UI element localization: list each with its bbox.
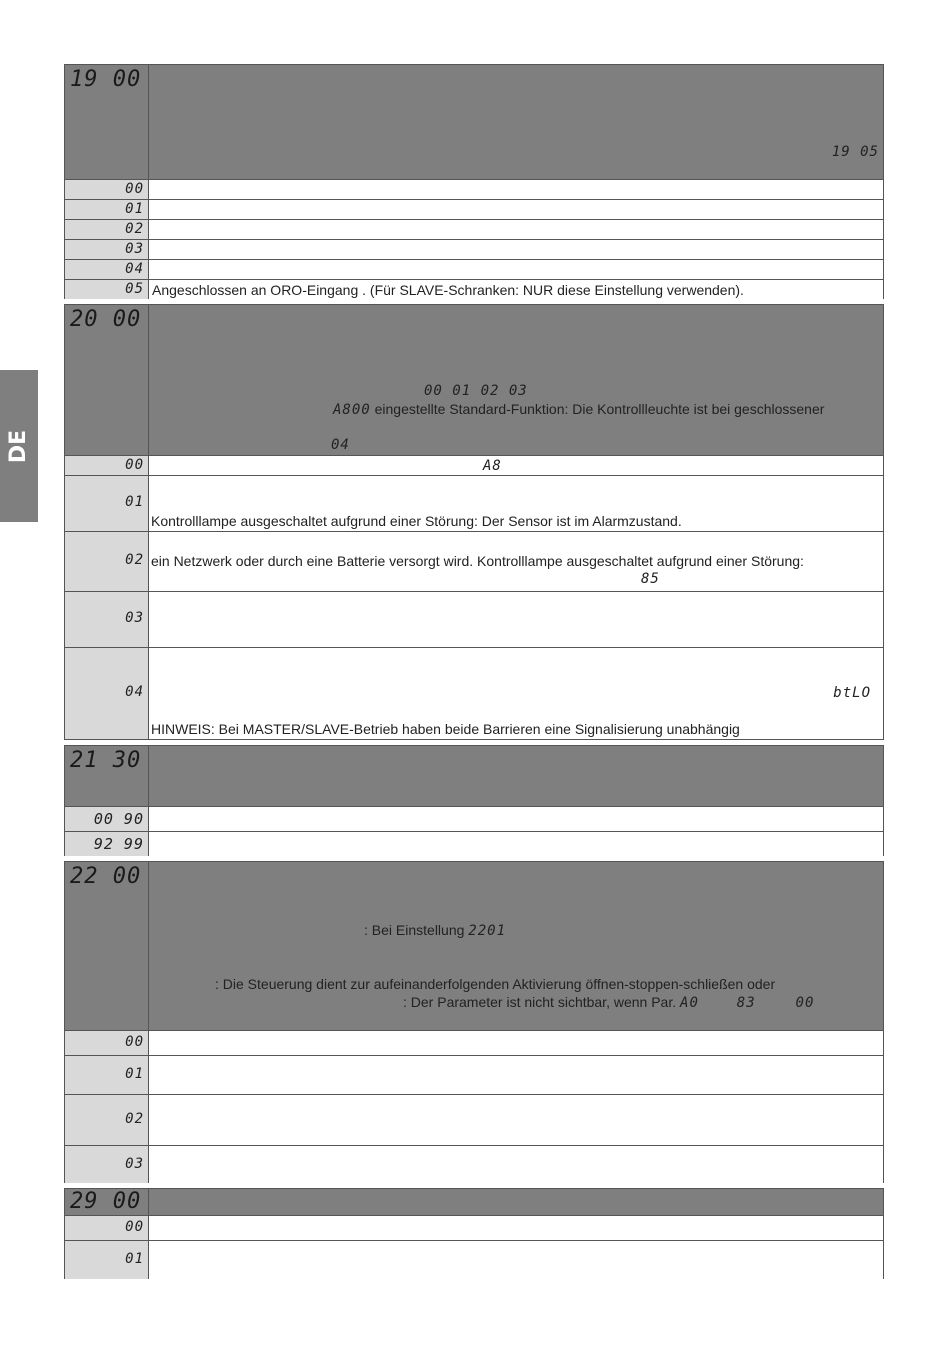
param-header-description bbox=[149, 305, 883, 455]
option-inline-code: 85 bbox=[641, 571, 660, 587]
param-header-code-cell bbox=[65, 305, 149, 455]
option-code-cell bbox=[65, 219, 149, 239]
param-header-code-cell bbox=[65, 746, 149, 806]
option-text: ein Netzwerk oder durch eine Batterie versorgt wird. Kontrolllampe ausgeschaltet aufgrund einer Störung: bbox=[151, 553, 804, 569]
param-header-description bbox=[149, 1189, 883, 1215]
option-code-cell bbox=[65, 279, 149, 299]
option-text: HINWEIS: Bei MASTER/SLAVE-Betrieb haben beide Barrieren eine Signalisierung unabhängig bbox=[151, 721, 740, 737]
option-description bbox=[149, 1030, 883, 1055]
option-description bbox=[149, 239, 883, 259]
option-code-cell bbox=[65, 831, 149, 856]
option-code: 01 bbox=[125, 1251, 144, 1267]
option-text: Kontrolllampe ausgeschaltet aufgrund einer Störung: Der Sensor ist im Alarmzustand. bbox=[151, 513, 682, 529]
option-code: 05 bbox=[125, 281, 144, 297]
option-description bbox=[149, 455, 883, 475]
param-block-19 bbox=[64, 64, 884, 299]
option-code-cell bbox=[65, 1094, 149, 1145]
option-code: 04 bbox=[125, 261, 144, 277]
option-code: 01 bbox=[125, 494, 144, 510]
option-code: 00 bbox=[125, 181, 144, 197]
option-code-cell bbox=[65, 455, 149, 475]
param-block-29 bbox=[64, 1188, 884, 1279]
option-code-cell bbox=[65, 647, 149, 739]
param-setting-text: : Bei Einstellung bbox=[364, 922, 465, 938]
option-code: 02 bbox=[125, 1111, 144, 1127]
option-code: 03 bbox=[125, 1156, 144, 1172]
param-default-code: A800 bbox=[333, 402, 371, 418]
param-code: 29 00 bbox=[70, 1189, 142, 1214]
param-header-description bbox=[149, 746, 883, 806]
option-text: Angeschlossen an ORO-Eingang . (Für SLAVE-Schranken: NUR diese Einstellung verwenden). bbox=[152, 282, 744, 298]
param-header-code-cell bbox=[65, 65, 149, 179]
param-default-line bbox=[333, 400, 824, 419]
option-description bbox=[149, 806, 883, 831]
option-description bbox=[149, 1145, 883, 1183]
param-visibility-line bbox=[403, 993, 814, 1012]
param-code: 22 00 bbox=[70, 864, 142, 889]
option-code-cell bbox=[65, 1215, 149, 1240]
param-setting-code: 2201 bbox=[468, 923, 507, 939]
option-code-cell bbox=[65, 475, 149, 531]
option-description bbox=[149, 279, 883, 299]
param-codes-line: 00 01 02 03 bbox=[424, 383, 528, 399]
option-right-code: btLO bbox=[833, 685, 871, 701]
param-header-description bbox=[149, 65, 883, 179]
option-code-cell bbox=[65, 199, 149, 219]
option-code-cell bbox=[65, 1240, 149, 1279]
language-tab-de bbox=[0, 370, 38, 522]
option-code: 02 bbox=[125, 221, 144, 237]
param-code: 21 30 bbox=[70, 748, 142, 773]
option-code: 03 bbox=[125, 241, 144, 257]
param-visibility-text: : Der Parameter ist nicht sichtbar, wenn Par. bbox=[403, 994, 677, 1010]
option-code: 03 bbox=[125, 610, 144, 626]
param-header-code-cell bbox=[65, 862, 149, 1030]
option-description bbox=[149, 831, 883, 856]
option-description bbox=[149, 531, 883, 591]
param-visibility-code: A0 bbox=[680, 995, 699, 1011]
param-code: 20 00 bbox=[70, 307, 142, 332]
option-inline-code: A8 bbox=[483, 458, 502, 474]
option-code: 02 bbox=[125, 552, 144, 568]
option-description bbox=[149, 1240, 883, 1279]
option-code: 01 bbox=[125, 201, 144, 217]
option-code-cell bbox=[65, 1145, 149, 1183]
option-description bbox=[149, 179, 883, 199]
option-code: 00 bbox=[125, 457, 144, 473]
option-code-cell bbox=[65, 1055, 149, 1094]
param-code-04: 04 bbox=[331, 437, 350, 453]
option-description bbox=[149, 219, 883, 239]
param-header-code-cell bbox=[65, 1189, 149, 1215]
option-description bbox=[149, 1055, 883, 1094]
param-visibility-code: 83 bbox=[736, 995, 756, 1011]
option-code: 04 bbox=[125, 684, 144, 700]
param-visibility-code: 00 bbox=[795, 995, 815, 1011]
param-control-text: : Die Steuerung dient zur aufeinanderfolgenden Aktivierung öffnen-stoppen-schließen oder bbox=[215, 976, 776, 992]
option-code: 00 bbox=[125, 1034, 144, 1050]
param-block-22 bbox=[64, 861, 884, 1183]
option-description bbox=[149, 591, 883, 647]
param-setting-line bbox=[364, 921, 506, 940]
param-block-21 bbox=[64, 745, 884, 856]
option-code-cell bbox=[65, 591, 149, 647]
option-description bbox=[149, 199, 883, 219]
language-tab-label: DE bbox=[6, 429, 32, 463]
param-header-description bbox=[149, 862, 883, 1030]
option-code-cell bbox=[65, 239, 149, 259]
option-code-cell bbox=[65, 259, 149, 279]
param-block-20 bbox=[64, 304, 884, 740]
option-code: 01 bbox=[125, 1066, 144, 1082]
option-description bbox=[149, 475, 883, 531]
option-code-cell bbox=[65, 531, 149, 591]
param-code: 19 00 bbox=[70, 67, 142, 92]
option-description bbox=[149, 1215, 883, 1240]
option-code: 00 bbox=[125, 1219, 144, 1235]
param-range-code: 19 05 bbox=[831, 144, 879, 160]
option-description bbox=[149, 259, 883, 279]
option-code: 92 99 bbox=[93, 835, 144, 853]
option-description bbox=[149, 1094, 883, 1145]
option-code-cell bbox=[65, 179, 149, 199]
option-code: 00 90 bbox=[93, 810, 144, 828]
option-code-cell bbox=[65, 1030, 149, 1055]
param-default-text: eingestellte Standard-Funktion: Die Kontrollleuchte ist bei geschlossener bbox=[374, 401, 825, 417]
option-code-cell bbox=[65, 806, 149, 831]
option-description bbox=[149, 647, 883, 739]
